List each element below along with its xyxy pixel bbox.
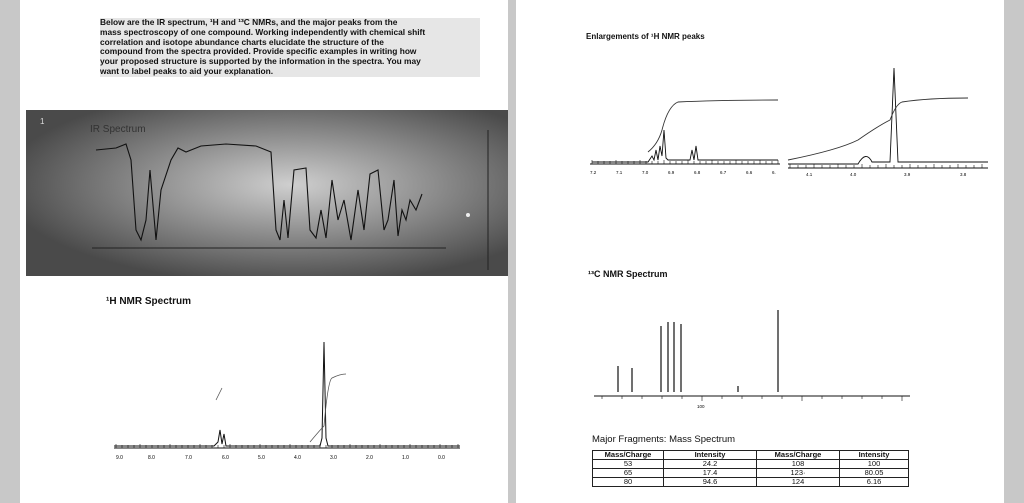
h-nmr-axis-label: 7.0 [185, 455, 192, 461]
column-header: Intensity [664, 451, 757, 460]
enlarge-axis-label: 4.0 [850, 172, 857, 177]
ir-spectrum-graph [26, 110, 508, 276]
enlarge-right-ticks [790, 164, 982, 168]
question-line: Below are the IR spectrum, ¹H and ¹³C NMRs, and the major peaks from the [100, 18, 480, 28]
table-cell: 124 [757, 478, 840, 487]
table-cell: 65 [593, 469, 664, 478]
enlarge-left-trace [592, 130, 778, 162]
table-cell: 108 [757, 460, 840, 469]
right-page [516, 0, 1004, 503]
table-cell: 24.2 [664, 460, 757, 469]
question-line: compound from the spectra provided. Provide specific examples in writing how [100, 47, 480, 57]
enlarge-right-trace [788, 68, 988, 164]
ir-title: IR Spectrum [90, 124, 146, 135]
h-nmr-axis-label: 0.0 [438, 455, 445, 461]
enlarge-left-integral [648, 100, 778, 152]
enlarge-axis-label: 7.1 [616, 170, 623, 175]
mass-spec-table [592, 450, 909, 487]
question-text [100, 18, 480, 77]
question-line: your proposed structure is supported by the information in the spectra. You may [100, 57, 480, 67]
h-nmr-integral-2 [310, 374, 346, 442]
enlarge-axis-label: 7.2 [590, 170, 597, 175]
column-header: Intensity [840, 451, 909, 460]
column-header: Mass/Charge [757, 451, 840, 460]
table-cell: 94.6 [664, 478, 757, 487]
table-cell: 53 [593, 460, 664, 469]
enlarge-axis-label: 6.7 [720, 170, 727, 175]
enlarge-axis-label: 6.9 [668, 170, 675, 175]
h-nmr-axis-label: 9.0 [116, 455, 123, 461]
h-nmr-axis-label: 6.0 [222, 455, 229, 461]
column-header: Mass/Charge [593, 451, 664, 460]
h-nmr-enlargements [588, 60, 998, 190]
h-nmr-axis-label: 3.0 [330, 455, 337, 461]
question-line: want to label peaks to aid your explanation. [100, 67, 480, 77]
h-nmr-axis-label: 1.0 [402, 455, 409, 461]
table-row [593, 478, 909, 487]
enlarge-axis-label: 6. [772, 170, 776, 175]
table-cell: 100 [840, 460, 909, 469]
left-page [20, 0, 508, 503]
enlarge-axis-label: 3.9 [904, 172, 911, 177]
h-nmr-axis-label: 5.0 [258, 455, 265, 461]
question-line: mass spectroscopy of one compound. Working independently with chemical shift [100, 28, 480, 38]
table-header-row [593, 451, 909, 460]
h-nmr-axis-label: 8.0 [148, 455, 155, 461]
c13-ticks [602, 396, 902, 401]
enlargements-title: Enlargements of ¹H NMR peaks [586, 32, 705, 41]
h-nmr-axis-label: 2.0 [366, 455, 373, 461]
table-cell: 17.4 [664, 469, 757, 478]
h-nmr-trace [114, 342, 460, 446]
mass-spec-title: Major Fragments: Mass Spectrum [592, 434, 736, 445]
h-nmr-axis-label: 4.0 [294, 455, 301, 461]
ir-side-label: 1 [40, 117, 45, 126]
h-nmr-integral-1 [216, 388, 222, 400]
table-row [593, 469, 909, 478]
table-cell: 80 [593, 478, 664, 487]
enlarge-axis-label: 6.6 [746, 170, 753, 175]
h-nmr-title: ¹H NMR Spectrum [106, 296, 192, 307]
c13-axis-label: 100 [697, 404, 705, 409]
ir-spectrum-photo [26, 110, 508, 276]
enlarge-right-integral [788, 98, 968, 160]
h-nmr-spectrum [110, 330, 480, 470]
table-cell: 80.05 [840, 469, 909, 478]
enlarge-axis-label: 6.8 [694, 170, 701, 175]
ir-photo-dot [466, 213, 470, 217]
question-line: correlation and isotope abundance charts elucidate the structure of the [100, 38, 480, 48]
table-cell: 123· [757, 469, 840, 478]
enlarge-axis-label: 4.1 [806, 172, 813, 177]
table-row [593, 460, 909, 469]
enlarge-axis-label: 7.0 [642, 170, 649, 175]
c13-nmr-title: ¹³C NMR Spectrum [588, 269, 668, 279]
c13-nmr-spectrum [592, 300, 912, 415]
table-cell: 6.16 [840, 478, 909, 487]
enlarge-axis-label: 3.8 [960, 172, 967, 177]
